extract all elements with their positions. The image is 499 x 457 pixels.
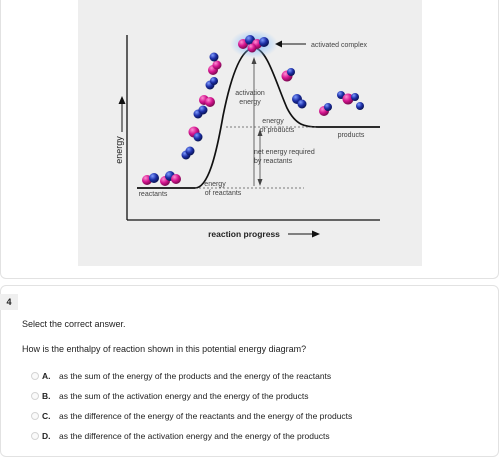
- potential-energy-diagram: [78, 0, 422, 266]
- net-energy-label-2: by reactants: [254, 158, 293, 165]
- activation-arrowhead: [252, 57, 257, 64]
- net-energy-arrowhead-down: [258, 179, 263, 186]
- option-c-radio[interactable]: [31, 412, 39, 420]
- energy-of-products-label-1: energy: [262, 118, 284, 125]
- descending-molecule-3: [319, 103, 332, 116]
- option-a-letter: A.: [42, 371, 51, 381]
- option-b[interactable]: [31, 389, 309, 403]
- climbing-molecule-2: [189, 127, 203, 142]
- energy-of-products-label-2: of products: [259, 127, 295, 134]
- option-d[interactable]: [31, 429, 330, 443]
- climbing-molecule-1: [182, 147, 195, 160]
- climbing-molecule-4: [199, 95, 215, 107]
- products-label: products: [337, 132, 365, 139]
- option-d-radio[interactable]: [31, 432, 39, 440]
- option-b-radio[interactable]: [31, 392, 39, 400]
- instruction-text: Select the correct answer.: [22, 319, 126, 329]
- climbing-molecule-5: [206, 77, 219, 90]
- y-axis-label: energy: [114, 136, 124, 164]
- option-c-letter: C.: [42, 411, 51, 421]
- climbing-molecule-3: [194, 106, 208, 119]
- option-b-letter: B.: [42, 391, 51, 401]
- x-axis-arrowhead: [312, 231, 320, 238]
- net-energy-label-1: net energy required: [254, 149, 315, 156]
- energy-curve: [137, 48, 380, 188]
- option-c[interactable]: [31, 409, 352, 423]
- climbing-molecule-6: [208, 61, 222, 76]
- reactants-label: reactants: [138, 191, 168, 198]
- option-a-text: as the sum of the energy of the products and the energy of the reactants: [59, 371, 332, 381]
- x-axis-label: reaction progress: [208, 229, 280, 239]
- descending-molecule-2: [292, 94, 307, 109]
- activation-energy-label-2: energy: [239, 99, 261, 106]
- option-d-text: as the difference of the activation energy and the energy of the products: [59, 431, 330, 441]
- climbing-molecule-7: [210, 53, 219, 62]
- option-a[interactable]: [31, 369, 331, 383]
- y-axis-arrowhead: [119, 96, 126, 104]
- energy-of-reactants-label-2: of reactants: [204, 190, 242, 197]
- activation-energy-label-1: activation: [235, 90, 265, 97]
- diagram-svg: [78, 0, 422, 266]
- option-a-radio[interactable]: [31, 372, 39, 380]
- question-prompt: How is the enthalpy of reaction shown in this potential energy diagram?: [22, 344, 307, 354]
- option-d-letter: D.: [42, 431, 51, 441]
- reactant-molecules: [142, 171, 181, 186]
- question-number: 4: [0, 294, 18, 310]
- descending-molecule-1: [282, 68, 296, 82]
- energy-of-reactants-label-1: energy: [204, 181, 226, 188]
- product-molecules: [337, 91, 364, 110]
- option-c-text: as the difference of the energy of the reactants and the energy of the products: [59, 411, 353, 421]
- activated-complex-label: activated complex: [311, 42, 368, 49]
- option-b-text: as the sum of the activation energy and the energy of the products: [59, 391, 309, 401]
- activated-complex-molecule: [230, 30, 278, 58]
